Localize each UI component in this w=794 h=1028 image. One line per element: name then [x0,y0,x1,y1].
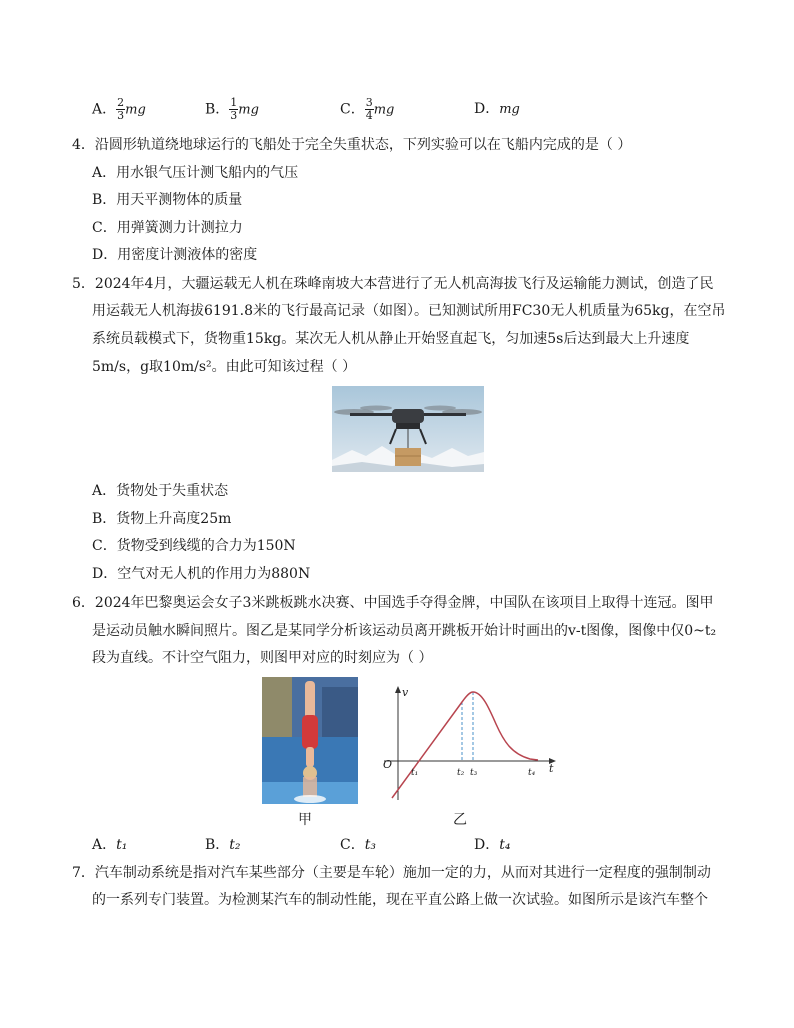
q3-option-c[interactable]: C． $\frac{3}{4}$ mg [340,96,395,122]
q3-option-b[interactable]: B． $\frac{1}{3}$ mg [205,96,259,122]
q5-option-d[interactable]: D．空气对无人机的作用力为880N [92,566,311,582]
q6-stem-line2: 是运动员触水瞬间照片。图乙是某同学分析该运动员离开跳板开始计时画出的v-t图像，图像中仅0~t₂ [92,623,717,639]
q6-option-c[interactable]: C．t₃ [340,837,376,853]
t4-tick-label: t₄ [528,768,536,778]
q5-option-c[interactable]: C．货物受到线缆的合力为150N [92,538,296,554]
q7-stem-line1: 7．汽车制动系统是指对汽车某些部分（主要是车轮）施加一定的力，从而对其进行一定程度的强制制动 [72,865,711,881]
q5-option-b[interactable]: B．货物上升高度25m [92,511,232,527]
q6-stem-line3: 段为直线。不计空气阻力，则图甲对应的时刻应为（ ） [92,650,433,666]
q4-stem: 4．沿圆形轨道绕地球运行的飞船处于完全失重状态，下列实验可以在飞船内完成的是（ ） [72,137,632,153]
t1-tick-label: t₁ [411,768,419,778]
q3-option-a[interactable]: A． $\frac{2}{3}$ mg [92,96,146,122]
vt-curve [392,692,538,798]
q6-option-a[interactable]: A．t₁ [92,837,128,853]
fraction: $\frac{3}{4}$ [365,96,373,122]
q6-option-d[interactable]: D．t₄ [474,837,511,853]
v-axis-arrow-icon [395,686,401,693]
q5-stem-line4: 5m/s，g取10m/s²。由此可知该过程（ ） [92,359,357,375]
q4-option-d[interactable]: D．用密度计测液体的密度 [92,247,258,263]
q5-stem-line3: 系统员载模式下，货物重15kg。某次无人机从静止开始竖直起飞，匀加速5s后达到最大上升速度 [92,331,690,347]
q6-option-b[interactable]: B．t₂ [205,837,241,853]
fraction: $\frac{2}{3}$ [117,96,125,122]
vt-graph [378,686,558,814]
diver-photo [262,677,358,804]
label-jia: 甲 [298,812,312,828]
origin-label: O [383,758,393,771]
q4-option-c[interactable]: C．用弹簧测力计测拉力 [92,220,243,236]
q3-option-d[interactable]: D．mg [474,101,520,117]
q6-stem-line1: 6．2024年巴黎奥运会女子3米跳板跳水决赛、中国选手夺得金牌，中国队在该项目上取得十连冠。图甲 [72,595,714,611]
q5-option-a[interactable]: A．货物处于失重状态 [92,483,229,499]
t3-tick-label: t₃ [470,768,478,778]
label-yi: 乙 [453,812,467,828]
q4-option-a[interactable]: A．用水银气压计测飞船内的气压 [92,165,299,181]
fraction: $\frac{1}{3}$ [230,96,238,122]
t2-tick-label: t₂ [457,768,465,778]
t-axis-label: t [549,762,554,775]
q4-option-b[interactable]: B．用天平测物体的质量 [92,192,243,208]
v-axis-label: v [402,686,409,699]
q7-stem-line2: 的一系列专门装置。为检测某汽车的制动性能，现在平直公路上做一次试验。如图所示是该汽车整个 [92,892,708,908]
q5-stem-line1: 5．2024年4月，大疆运载无人机在珠峰南坡大本营进行了无人机高海拔飞行及运输能力测试，创造了民 [72,276,714,292]
drone-image [332,386,484,472]
q5-stem-line2: 用运载无人机海拔6191.8米的飞行最高记录（如图）。已知测试所用FC30无人机质量为65kg，在空吊 [92,303,726,319]
